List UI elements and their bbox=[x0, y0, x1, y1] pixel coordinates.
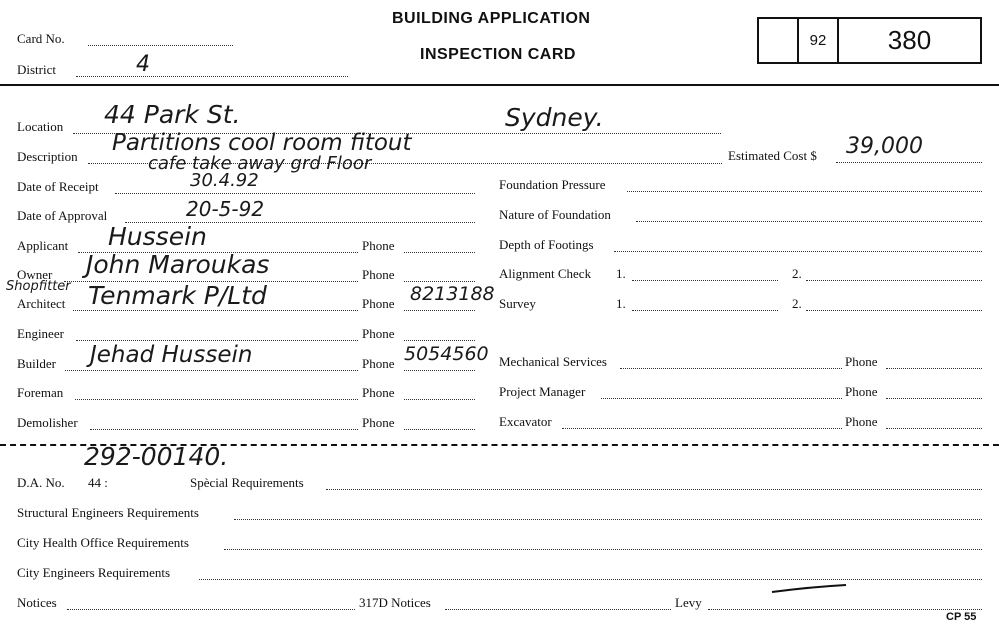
builder-value: Jehad Hussein bbox=[90, 342, 253, 368]
builder-label: Builder bbox=[17, 356, 56, 371]
project-manager-phone-label: Phone bbox=[845, 384, 878, 399]
city-engineers-requirements-field[interactable] bbox=[199, 579, 982, 580]
alignment-check-field2[interactable] bbox=[806, 280, 982, 281]
structural-requirements-label: Structural Engineers Requirements bbox=[17, 505, 199, 520]
district-label: District bbox=[17, 62, 56, 77]
alignment-check-label: Alignment Check bbox=[499, 266, 592, 281]
nature-foundation-label: Nature of Foundation bbox=[499, 207, 611, 222]
notices-field[interactable] bbox=[67, 609, 355, 610]
architect-phone-value: 8213188 bbox=[410, 283, 495, 305]
builder-phone-value: 5054560 bbox=[404, 343, 489, 365]
builder-phone-field[interactable] bbox=[404, 370, 475, 371]
receipt-label: Date of Receipt bbox=[17, 179, 99, 194]
notices-label: Notices bbox=[17, 595, 57, 610]
mechanical-phone-label: Phone bbox=[845, 354, 878, 369]
description-line2: cafe take away grd Floor bbox=[148, 153, 372, 174]
depth-footings-field[interactable] bbox=[614, 251, 982, 252]
levy-field[interactable] bbox=[708, 609, 982, 610]
engineer-phone-label: Phone bbox=[362, 326, 395, 341]
foundation-pressure-label: Foundation Pressure bbox=[499, 177, 606, 192]
survey-label: Survey bbox=[499, 296, 536, 311]
demolisher-phone-field[interactable] bbox=[404, 429, 475, 430]
foundation-pressure-field[interactable] bbox=[627, 191, 982, 192]
district-value: 4 bbox=[136, 52, 150, 77]
alignment-check-field1[interactable] bbox=[632, 280, 778, 281]
estimated-cost-label: Estimated Cost $ bbox=[728, 148, 817, 163]
excavator-phone-label: Phone bbox=[845, 414, 878, 429]
project-manager-field[interactable] bbox=[601, 398, 842, 399]
description-line1: Partitions cool room fitout bbox=[112, 130, 412, 156]
special-requirements-field[interactable] bbox=[326, 489, 982, 490]
location-label: Location bbox=[17, 119, 64, 134]
engineer-label: Engineer bbox=[17, 326, 64, 341]
number-box-prefix: 92 bbox=[799, 19, 839, 62]
applicant-phone-field[interactable] bbox=[404, 252, 475, 253]
mechanical-services-field[interactable] bbox=[620, 368, 842, 369]
number-box-blank-cell bbox=[759, 19, 799, 62]
description-label: Description bbox=[17, 149, 78, 164]
district-field[interactable] bbox=[76, 76, 348, 77]
header-divider bbox=[0, 84, 999, 86]
health-requirements-field[interactable] bbox=[224, 549, 982, 550]
alignment-check-num2: 2. bbox=[792, 266, 802, 281]
levy-pen-stroke bbox=[770, 582, 850, 596]
nature-foundation-field[interactable] bbox=[636, 221, 982, 222]
builder-field[interactable] bbox=[65, 370, 358, 371]
architect-label: Architect bbox=[17, 296, 66, 311]
architect-value: Tenmark P/Ltd bbox=[88, 281, 267, 310]
structural-requirements-field[interactable] bbox=[234, 519, 982, 520]
architect-shopfitter-note: Shopfitter bbox=[6, 279, 71, 294]
mechanical-services-label: Mechanical Services bbox=[499, 354, 607, 369]
owner-phone-label: Phone bbox=[362, 267, 395, 282]
form-code: CP 55 bbox=[946, 611, 977, 623]
city-engineers-requirements-label: City Engineers Requirements bbox=[17, 565, 171, 580]
demolisher-label: Demolisher bbox=[17, 415, 78, 430]
owner-label: Owner bbox=[17, 267, 53, 282]
owner-value: John Maroukas bbox=[86, 250, 270, 279]
applicant-phone-label: Phone bbox=[362, 238, 395, 253]
health-requirements-label: City Health Office Requirements bbox=[17, 535, 189, 550]
project-manager-label: Project Manager bbox=[499, 384, 586, 399]
applicant-label: Applicant bbox=[17, 238, 69, 253]
number-box-number: 380 bbox=[887, 25, 932, 55]
applicant-value: Hussein bbox=[108, 222, 207, 251]
da-number-value: 292-00140. bbox=[84, 442, 229, 471]
location-city: Sydney. bbox=[505, 103, 604, 132]
survey-num2: 2. bbox=[792, 296, 802, 311]
builder-phone-label: Phone bbox=[362, 356, 395, 371]
demolisher-field[interactable] bbox=[90, 429, 358, 430]
foreman-label: Foreman bbox=[17, 385, 64, 400]
estimated-cost-field[interactable] bbox=[836, 162, 982, 163]
excavator-phone-field[interactable] bbox=[886, 428, 982, 429]
survey-field2[interactable] bbox=[806, 310, 982, 311]
excavator-field[interactable] bbox=[562, 428, 842, 429]
form-title-line1: BUILDING APPLICATION bbox=[392, 10, 591, 27]
special-requirements-label: Spècial Requirements bbox=[190, 475, 304, 490]
application-number-box bbox=[757, 17, 982, 64]
architect-phone-field[interactable] bbox=[404, 310, 475, 311]
estimated-cost-value: 39,000 bbox=[846, 134, 923, 159]
engineer-phone-field[interactable] bbox=[404, 340, 475, 341]
architect-phone-label: Phone bbox=[362, 296, 395, 311]
owner-phone-field[interactable] bbox=[404, 281, 475, 282]
engineer-field[interactable] bbox=[76, 340, 358, 341]
depth-footings-label: Depth of Footings bbox=[499, 237, 594, 252]
alignment-check-num1: 1. bbox=[616, 266, 626, 281]
da-no-prefix: 44 : bbox=[88, 475, 108, 490]
card-no-label: Card No. bbox=[17, 31, 65, 46]
approval-value: 20-5-92 bbox=[186, 197, 265, 221]
excavator-label: Excavator bbox=[499, 414, 552, 429]
survey-num1: 1. bbox=[616, 296, 626, 311]
notices-317d-field[interactable] bbox=[445, 609, 671, 610]
project-manager-phone-field[interactable] bbox=[886, 398, 982, 399]
mechanical-phone-field[interactable] bbox=[886, 368, 982, 369]
levy-label: Levy bbox=[675, 595, 702, 610]
survey-field1[interactable] bbox=[632, 310, 778, 311]
approval-label: Date of Approval bbox=[17, 208, 108, 223]
demolisher-phone-label: Phone bbox=[362, 415, 395, 430]
card-no-field[interactable] bbox=[88, 45, 233, 46]
location-value: 44 Park St. bbox=[104, 100, 241, 129]
da-no-label: D.A. No. bbox=[17, 475, 65, 490]
foreman-field[interactable] bbox=[75, 399, 358, 400]
foreman-phone-label: Phone bbox=[362, 385, 395, 400]
receipt-value: 30.4.92 bbox=[190, 170, 259, 191]
receipt-field[interactable] bbox=[115, 193, 475, 194]
form-title-line2: INSPECTION CARD bbox=[420, 46, 576, 63]
foreman-phone-field[interactable] bbox=[404, 399, 475, 400]
notices-317d-label: 317D Notices bbox=[359, 595, 431, 610]
architect-field[interactable] bbox=[73, 310, 358, 311]
